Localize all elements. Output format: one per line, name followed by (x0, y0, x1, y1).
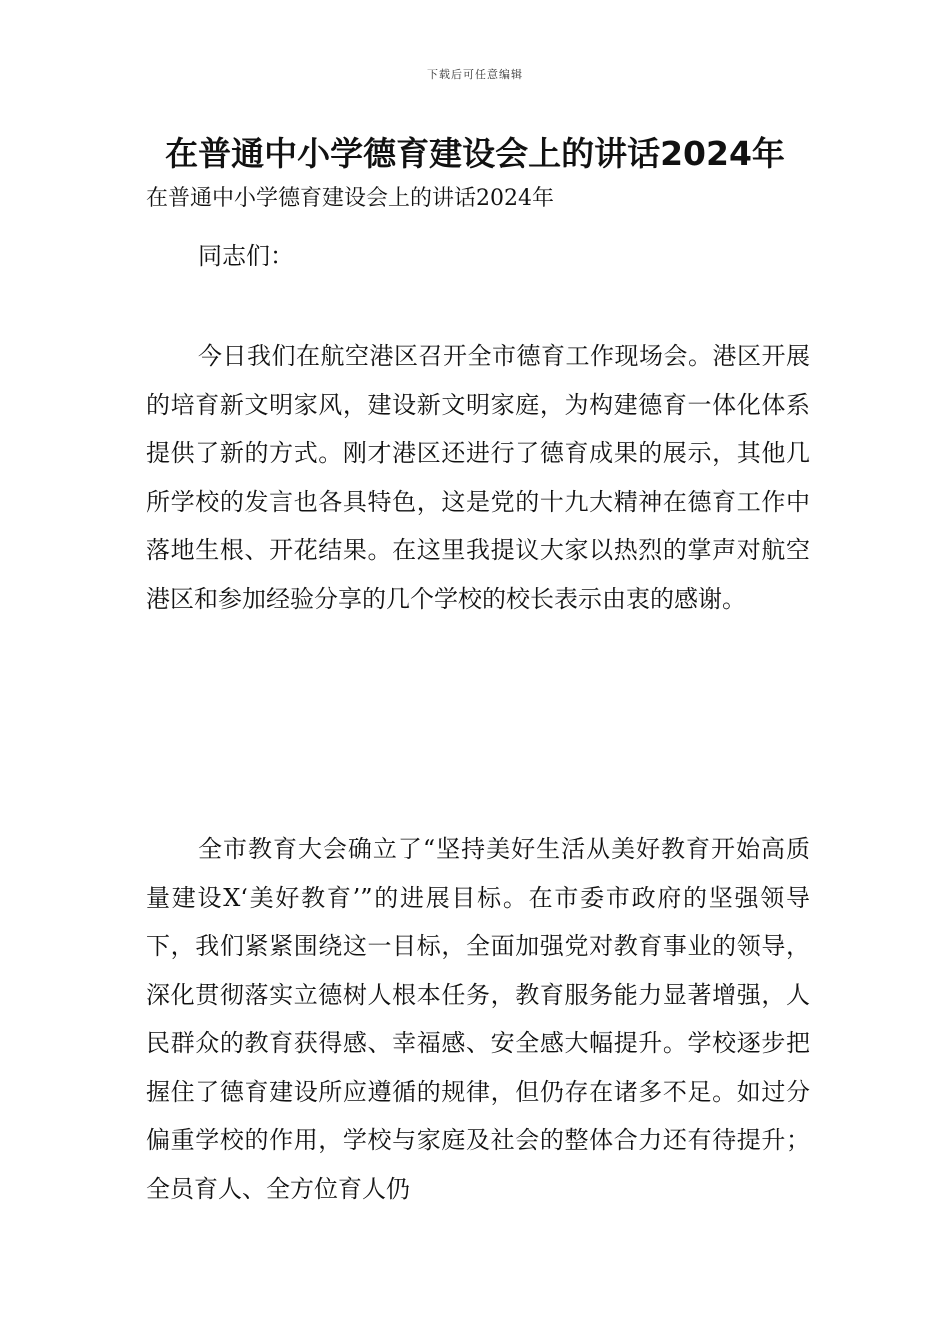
greeting: 同志们： (198, 242, 294, 270)
paragraph-1: 今日我们在航空港区召开全市德育工作现场会。港区开展的培育新文明家风，建设新文明家庭，为构建德育一体化体系提供了新的方式。刚才港区还进行了德育成果的展示，其他几所学校的发言也各具特色，这是党的十九大精神在德育工作中落地生根、开花结果。在这里我提议大家以热烈的掌声对航空港区和参加经验分享的几个学校的校长表示由衷的感谢。 (146, 342, 810, 613)
download-note: 下载后可任意编辑 (427, 68, 523, 81)
document-title: 在普通中小学德育建设会上的讲话2024年 (165, 134, 785, 173)
document-subtitle: 在普通中小学德育建设会上的讲话2024年 (146, 186, 554, 211)
paragraph-2: 全市教育大会确立了“坚持美好生活从美好教育开始高质量建设X‘美好教育’”的进展目标。在市委市政府的坚强领导下，我们紧紧围绕这一目标，全面加强党对教育事业的领导，深化贯彻落实立德树人根本任务，教育服务能力显著增强，人民群众的教育获得感、幸福感、安全感大幅提升。学校逐步把握住了德育建设所应遵循的规律，但仍存在诸多不足。如过分偏重学校的作用，学校与家庭及社会的整体合力还有待提升；全员育人、全方位育人仍 (146, 835, 810, 1203)
